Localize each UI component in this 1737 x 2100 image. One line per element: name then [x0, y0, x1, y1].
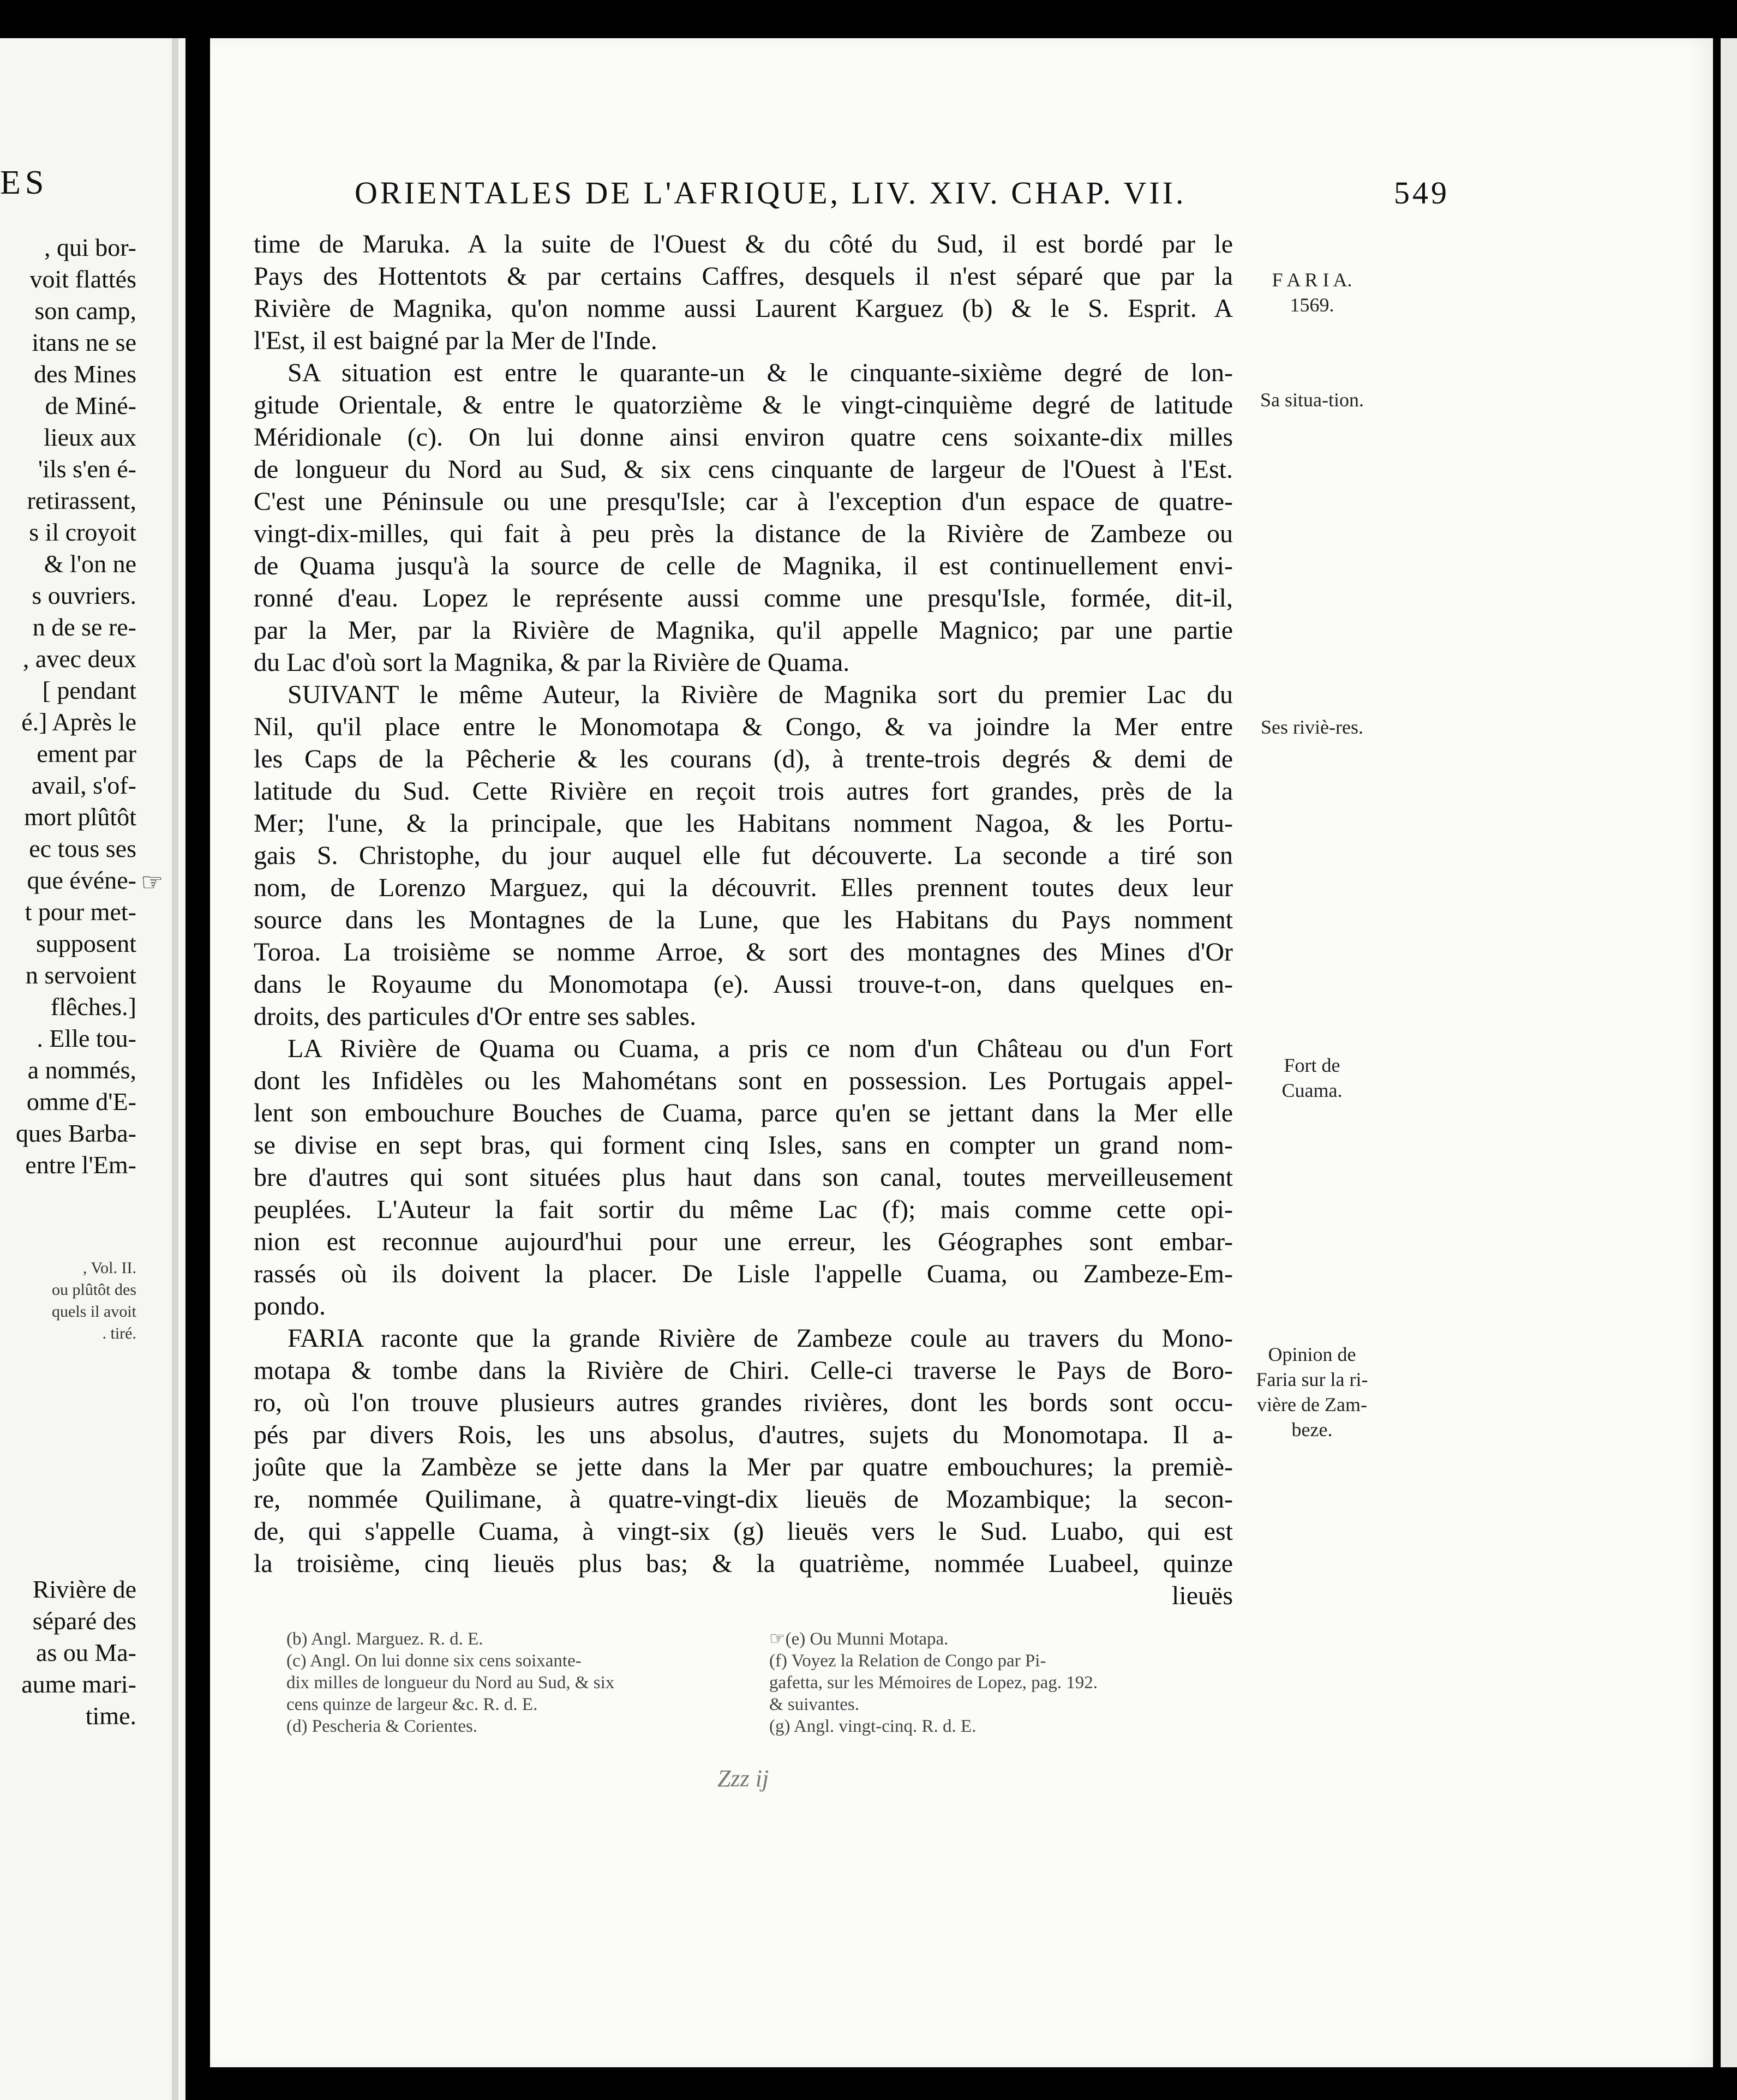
left-page-line: 'ils s'en é- [38, 455, 136, 483]
page-number: 549 [1394, 175, 1450, 211]
left-page-note-line: , Vol. II. [82, 1259, 136, 1277]
book-page [210, 38, 1713, 2067]
left-page-note-line: . tiré. [102, 1324, 136, 1342]
left-page-line: as ou Ma- [36, 1639, 136, 1666]
body-line: se divise en sept bras, qui forment cinq Isles, sans en compter un grand nom- [254, 1131, 1233, 1160]
body-line: FARIA raconte que la grande Rivière de Zambeze coule au travers du Mono- [287, 1324, 1233, 1353]
left-facing-page [0, 38, 185, 2100]
footnote-line: dix milles de longueur du Nord au Sud, & six [286, 1673, 615, 1693]
margin-note: Opinion de Faria sur la ri-vière de Zam-beze. [1256, 1343, 1368, 1441]
body-line: LA Rivière de Quama ou Cuama, a pris ce nom d'un Château ou d'un Fort [287, 1034, 1233, 1063]
footnote-line: (d) Pescheria & Corientes. [286, 1717, 478, 1736]
left-page-line: avail, s'of- [31, 771, 136, 799]
body-line: C'est une Péninsule ou une presqu'Isle; car à l'exception d'un espace de quatre- [254, 487, 1233, 516]
body-line: pondo. [254, 1292, 326, 1321]
body-line: vingt-dix-milles, qui fait à peu près la distance de la Rivière de Zambeze ou [254, 519, 1233, 548]
body-line: de Quama jusqu'à la source de celle de Magnika, il est continuellement envi- [254, 551, 1233, 580]
left-page-line: aume mari- [21, 1670, 136, 1698]
margin-note: Fort de Cuama. [1281, 1054, 1343, 1101]
left-page-line: supposent [36, 929, 136, 957]
left-page-line: . Elle tou- [37, 1024, 136, 1052]
body-line: ro, où l'on trouve plusieurs autres grandes rivières, dont les bords sont occu- [254, 1388, 1233, 1417]
footnote-line: ☞(e) Ou Munni Motapa. [769, 1629, 949, 1649]
footnote-line: & suivantes. [769, 1695, 859, 1714]
left-page-line: que événe- [27, 866, 136, 894]
body-line: du Lac d'où sort la Magnika, & par la Rivière de Quama. [254, 648, 850, 677]
left-page-line: entre l'Em- [25, 1151, 136, 1179]
left-page-line: ec tous ses [29, 835, 136, 862]
body-line: par la Mer, par la Rivière de Magnika, qu'il appelle Magnico; par une partie [254, 616, 1233, 645]
body-line: rassés où ils doivent la placer. De Lisle l'appelle Cuama, ou Zambeze-Em- [254, 1259, 1233, 1288]
body-line: latitude du Sud. Cette Rivière en reçoit trois autres fort grandes, près de la [254, 777, 1233, 806]
footnote-line: (c) Angl. On lui donne six cens soixante- [286, 1651, 582, 1671]
body-line: gais S. Christophe, du jour auquel elle fut découverte. La seconde a tiré son [254, 841, 1233, 870]
body-line: re, nommée Quilimane, à quatre-vingt-dix lieuës de Mozambique; la secon- [254, 1485, 1233, 1514]
left-page-line: retirassent, [27, 487, 136, 514]
body-line: gitude Orientale, & entre le quatorzième & le vingt-cinquième degré de latitude [254, 391, 1233, 419]
left-page-line: itans ne se [32, 328, 136, 356]
body-line: pés par divers Rois, les uns absolus, d'autres, sujets du Monomotapa. Il a- [254, 1420, 1233, 1449]
body-line: peuplées. L'Auteur la fait sortir du même Lac (f); mais comme cette opi- [254, 1195, 1233, 1224]
body-line: dans le Royaume du Monomotapa (e). Aussi trouve-t-on, dans quelques en- [254, 970, 1233, 999]
left-page-line: ques Barba- [16, 1119, 136, 1147]
left-page-line: de Miné- [45, 392, 136, 419]
body-line: Nil, qu'il place entre le Monomotapa & Congo, & va joindre la Mer entre [254, 712, 1233, 741]
body-line: ronné d'eau. Lopez le représente aussi comme une presqu'Isle, formée, dit-il, [254, 584, 1233, 613]
body-line: joûte que la Zambèze se jette dans la Mer par quatre embouchures; la premiè- [254, 1453, 1233, 1481]
left-page-line: lieux aux [44, 423, 136, 451]
running-head-title: ORIENTALES DE L'AFRIQUE, LIV. XIV. CHAP. VII. [355, 175, 1187, 211]
body-line: l'Est, il est baigné par la Mer de l'Inde. [254, 326, 657, 355]
body-line: bre d'autres qui sont situées plus haut dans son canal, toutes merveilleusement [254, 1163, 1233, 1192]
body-line: Toroa. La troisième se nomme Arroe, & sort des montagnes des Mines d'Or [254, 938, 1233, 967]
body-line: droits, des particules d'Or entre ses sables. [254, 1002, 697, 1031]
left-page-line: a nommés, [27, 1056, 136, 1084]
left-page-line: t pour met- [25, 898, 136, 926]
pointing-hand-icon: ☞ [141, 868, 164, 896]
footnote-line: (f) Voyez la Relation de Congo par Pi- [769, 1651, 1046, 1671]
left-page-line: omme d'E- [26, 1088, 136, 1115]
body-line: Pays des Hottentots & par certains Caffres, desquels il n'est séparé que par la [254, 262, 1233, 291]
body-line: lieuës [1172, 1581, 1233, 1610]
footnote-line: (g) Angl. vingt-cinq. R. d. E. [769, 1717, 977, 1736]
left-page-line: n de se re- [32, 613, 136, 641]
left-page-line: son camp, [34, 297, 136, 325]
margin-note: Sa situa-tion. [1260, 389, 1364, 411]
left-page-line: s ouvriers. [32, 581, 136, 609]
body-line: nion est reconnue aujourd'hui pour une erreur, les Géographes sont embar- [254, 1227, 1233, 1256]
page-gutter [172, 38, 178, 2100]
body-line: Méridionale (c). On lui donne ainsi environ quatre cens soixante-dix milles [254, 423, 1233, 452]
left-page-line: Rivière de [32, 1575, 136, 1603]
left-page-line: mort plûtôt [24, 803, 136, 831]
left-page-line: time. [85, 1702, 136, 1730]
margin-note: F A R I A. 1569. [1272, 269, 1352, 316]
left-page-line: flêches.] [50, 993, 136, 1021]
body-line: Mer; l'une, & la principale, que les Habitans nomment Nagoa, & les Portu- [254, 809, 1233, 838]
left-page-line: & l'on ne [44, 550, 136, 578]
body-line: motapa & tombe dans la Rivière de Chiri. Celle-ci traverse le Pays de Boro- [254, 1356, 1233, 1385]
running-head [355, 175, 1450, 211]
left-page-line: voit flattés [29, 265, 136, 293]
left-page-note-line: ou plûtôt des [52, 1281, 136, 1299]
left-page-line: é.] Après le [21, 708, 136, 736]
signature-mark: Zzz ij [717, 1765, 769, 1792]
body-line: de, qui s'appelle Cuama, à vingt-six (g) lieuës vers le Sud. Luabo, qui est [254, 1517, 1233, 1546]
body-line: source dans les Montagnes de la Lune, que les Habitans du Pays nomment [254, 905, 1233, 934]
left-page-header: ES [0, 164, 49, 201]
body-line: dont les Infidèles ou les Mahométans sont en possession. Les Portugais appel- [254, 1066, 1233, 1095]
page-edge [1721, 38, 1737, 2067]
left-page-line: séparé des [32, 1607, 136, 1635]
body-line: les Caps de la Pêcherie & les courans (d), à trente-trois degrés & demi de [254, 745, 1233, 773]
left-page-note-line: quels il avoit [52, 1303, 136, 1321]
footnote-line: (b) Angl. Marguez. R. d. E. [286, 1629, 483, 1649]
left-page-line: , avec deux [22, 645, 136, 673]
body-line: nom, de Lorenzo Marguez, qui la découvrit. Elles prennent toutes deux leur [254, 873, 1233, 902]
body-line: lent son embouchure Bouches de Cuama, parce qu'en se jettant dans la Mer elle [254, 1099, 1233, 1127]
left-page-line: des Mines [34, 360, 136, 388]
body-line: de longueur du Nord au Sud, & six cens cinquante de largeur de l'Ouest à l'Est. [254, 455, 1233, 484]
body-line: la troisième, cinq lieuës plus bas; & la quatrième, nommée Luabeel, quinze [254, 1549, 1233, 1578]
left-page-line: n servoient [25, 961, 136, 989]
footnote-line: cens quinze de largeur &c. R. d. E. [286, 1695, 538, 1714]
footnote-line: gafetta, sur les Mémoires de Lopez, pag. 192. [769, 1673, 1098, 1693]
margin-note: Ses riviè-res. [1261, 716, 1363, 738]
body-line: time de Maruka. A la suite de l'Ouest & du côté du Sud, il est bordé par le [254, 230, 1233, 259]
body-line: Rivière de Magnika, qu'on nomme aussi Laurent Karguez (b) & le S. Esprit. A [254, 294, 1233, 323]
left-page-line: [ pendant [42, 676, 136, 704]
body-line: SUIVANT le même Auteur, la Rivière de Magnika sort du premier Lac du [287, 680, 1233, 709]
left-page-line: , qui bor- [44, 233, 136, 261]
left-page-line: ement par [37, 740, 136, 767]
left-page-line: s il croyoit [29, 518, 136, 546]
body-line: SA situation est entre le quarante-un & le cinquante-sixième degré de lon- [287, 358, 1233, 387]
